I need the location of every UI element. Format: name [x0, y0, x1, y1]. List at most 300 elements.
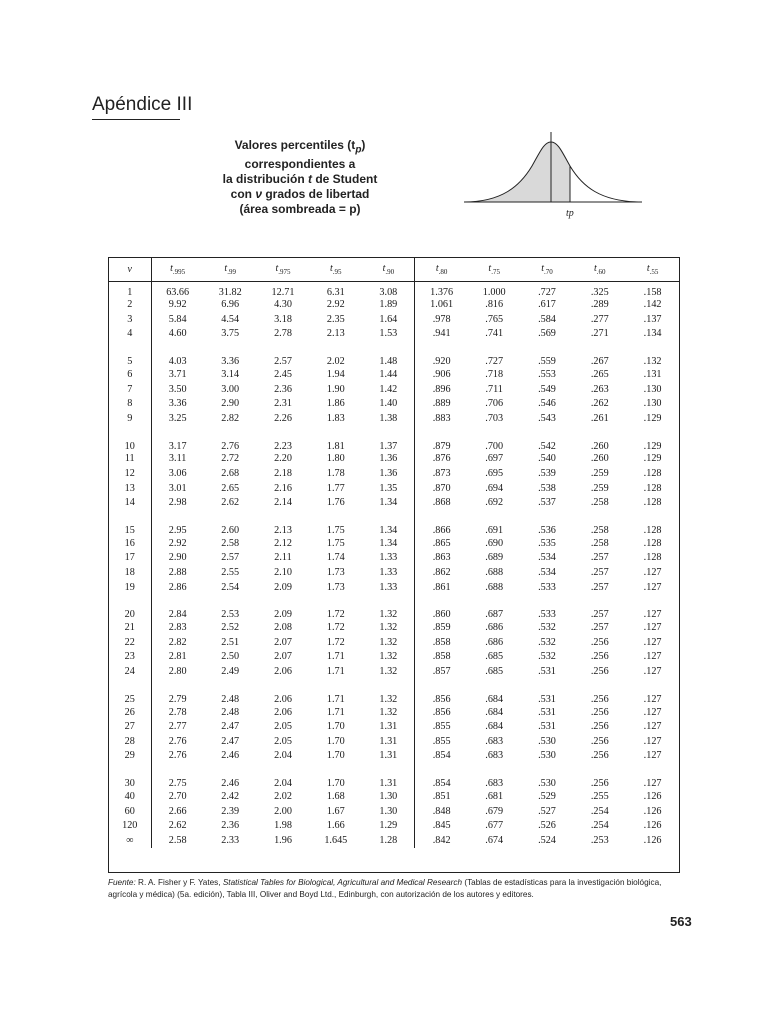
- table-cell: 1.33: [362, 551, 415, 566]
- table-cell: 1.32: [362, 650, 415, 665]
- table-cell: .257: [590, 552, 609, 564]
- table-cell: .711: [485, 383, 503, 395]
- table-row: [109, 804, 679, 819]
- row-degrees-of-freedom: 30: [124, 778, 135, 790]
- row-degrees-of-freedom: 4: [127, 328, 133, 340]
- row-degrees-of-freedom: 120: [122, 820, 138, 832]
- table-cell: .534: [538, 552, 556, 564]
- table-cell: .941: [432, 328, 451, 340]
- table-cell: .137: [643, 313, 662, 325]
- row-degrees-of-freedom: 17: [124, 552, 135, 564]
- column-header-4: $t_{.95}$: [309, 258, 362, 281]
- table-cell: 2.04: [274, 750, 292, 762]
- table-cell: 1.44: [362, 367, 415, 382]
- table-cell: 2.48: [221, 706, 240, 718]
- table-cell: .684: [485, 721, 504, 733]
- table-cell: .128: [643, 525, 662, 537]
- table-cell: .842: [432, 834, 451, 846]
- table-cell: 2.54: [221, 581, 240, 593]
- table-cell: 1.34: [362, 536, 415, 551]
- column-header-sub-6: .80: [438, 267, 448, 276]
- table-cell: 1.75: [326, 537, 345, 549]
- table-cell: 2.05: [274, 735, 292, 747]
- table-cell: .531: [538, 706, 556, 718]
- table-cell: .128: [643, 552, 662, 564]
- table-cell: .896: [432, 383, 451, 395]
- table-cell: 1.89: [362, 298, 415, 313]
- table-cell: 2.77: [151, 719, 204, 734]
- table-cell: 3.36: [221, 356, 240, 368]
- table-cell: .129: [643, 412, 662, 424]
- table-cell: 2.36: [221, 820, 240, 832]
- table-cell: .129: [643, 440, 662, 452]
- table-cell: .978: [432, 313, 451, 325]
- column-header-sub-7: .75: [491, 267, 500, 276]
- table-cell: 2.66: [151, 804, 204, 819]
- table-cell: .127: [643, 778, 662, 790]
- table-cell: 2.06: [274, 706, 292, 718]
- row-degrees-of-freedom: ∞: [126, 834, 134, 846]
- column-header-6: $t_{.80}$: [415, 258, 468, 281]
- table-cell: 1.77: [326, 482, 345, 494]
- table-cell: .863: [432, 552, 451, 564]
- table-cell: 1.42: [362, 382, 415, 397]
- footnote-rest: (Tablas de estadísticas para la investigación biológica, agrícola y médica) (5a. edición), Tabla III, Oliver and Boyd Ltd., Edinburgh, con autorización de los autores y editores.: [108, 878, 662, 899]
- table-cell: 2.36: [274, 383, 292, 395]
- table-cell: .540: [538, 453, 556, 465]
- table-cell: .256: [590, 721, 609, 733]
- table-cell: .690: [485, 537, 504, 549]
- table-cell: .256: [590, 735, 609, 747]
- row-degrees-of-freedom: 25: [124, 693, 135, 705]
- column-header-sub-3: .975: [278, 267, 291, 276]
- footnote-authors: R. A. Fisher y F. Yates,: [135, 878, 223, 887]
- t-table-frame: [108, 257, 680, 873]
- table-cell: .127: [643, 609, 662, 621]
- table-cell: .130: [643, 383, 662, 395]
- table-cell: 1.30: [362, 804, 415, 819]
- table-cell: .536: [538, 525, 556, 537]
- table-cell: 1.32: [362, 705, 415, 720]
- table-cell: .688: [485, 567, 504, 579]
- table-cell: .267: [590, 356, 609, 368]
- table-cell: .257: [590, 609, 609, 621]
- table-cell: 3.14: [221, 369, 240, 381]
- table-cell: 4.54: [221, 313, 240, 325]
- table-cell: 1.36: [362, 466, 415, 481]
- table-cell: 2.45: [274, 369, 292, 381]
- table-row: [109, 650, 679, 665]
- table-cell: .677: [485, 820, 504, 832]
- table-cell: 2.12: [274, 537, 292, 549]
- column-header-8: $t_{.70}$: [521, 258, 574, 281]
- table-cell: 1.71: [326, 706, 345, 718]
- caption-line-1-text: Valores percentiles (t: [234, 138, 356, 152]
- table-cell: .879: [432, 440, 451, 452]
- table-cell: .260: [590, 453, 609, 465]
- table-cell: .855: [432, 721, 451, 733]
- caption-line-1: [150, 138, 450, 157]
- row-degrees-of-freedom: 12: [124, 468, 135, 480]
- table-cell: .855: [432, 735, 451, 747]
- table-cell: 2.90: [221, 398, 240, 410]
- table-cell: 1.37: [362, 426, 415, 452]
- column-header-5: $t_{.90}$: [362, 258, 415, 281]
- table-cell: 1.33: [362, 565, 415, 580]
- table-cell: 1.94: [326, 369, 345, 381]
- table-cell: 2.95: [151, 510, 204, 536]
- caption-line-3: [150, 172, 450, 187]
- row-degrees-of-freedom: 2: [127, 299, 133, 311]
- table-cell: 1.71: [326, 665, 345, 677]
- table-cell: .862: [432, 567, 451, 579]
- table-cell: 1.32: [362, 635, 415, 650]
- table-cell: 2.58: [221, 537, 240, 549]
- table-cell: 2.76: [151, 749, 204, 764]
- table-cell: 2.86: [151, 580, 204, 595]
- table-cell: 1.72: [326, 622, 345, 634]
- table-row: [109, 833, 679, 848]
- table-row: [109, 466, 679, 481]
- table-cell: 2.68: [221, 468, 240, 480]
- table-cell: 3.06: [151, 466, 204, 481]
- row-degrees-of-freedom: 6: [127, 369, 133, 381]
- row-degrees-of-freedom: 22: [124, 636, 135, 648]
- row-degrees-of-freedom: 1: [127, 286, 133, 298]
- table-cell: .876: [432, 453, 451, 465]
- table-row: [109, 594, 679, 620]
- table-cell: 2.52: [221, 622, 240, 634]
- table-cell: 2.42: [221, 790, 240, 802]
- table-cell: .535: [538, 537, 556, 549]
- table-cell: 2.14: [274, 497, 292, 509]
- table-cell: .685: [485, 665, 504, 677]
- table-cell: .253: [590, 834, 609, 846]
- table-cell: 2.48: [221, 693, 240, 705]
- caption-line-3-italic: t: [308, 172, 312, 187]
- table-cell: 2.79: [151, 679, 204, 705]
- table-cell: 2.92: [151, 536, 204, 551]
- table-row: [109, 664, 679, 679]
- table-cell: .255: [590, 790, 609, 802]
- table-cell: 1.71: [326, 651, 345, 663]
- table-cell: 1.32: [362, 594, 415, 620]
- table-cell: 4.30: [274, 299, 292, 311]
- table-body: [109, 281, 679, 848]
- table-cell: .134: [643, 328, 662, 340]
- table-cell: .686: [485, 636, 504, 648]
- column-header-10: $t_{.55}$: [626, 258, 679, 281]
- table-row: [109, 327, 679, 342]
- page-number: 563: [670, 914, 692, 929]
- table-cell: .859: [432, 622, 451, 634]
- table-cell: 3.36: [151, 396, 204, 411]
- table-cell: .727: [485, 356, 504, 368]
- table-cell: 1.38: [362, 411, 415, 426]
- table-cell: .259: [590, 482, 609, 494]
- table-cell: .127: [643, 706, 662, 718]
- table-cell: 1.34: [362, 510, 415, 536]
- table-cell: 2.53: [221, 609, 240, 621]
- row-degrees-of-freedom: 26: [124, 706, 135, 718]
- table-cell: .256: [590, 651, 609, 663]
- table-cell: 3.71: [151, 367, 204, 382]
- table-cell: 1.72: [326, 609, 345, 621]
- table-cell: .858: [432, 636, 451, 648]
- table-header-row: [109, 258, 679, 281]
- table-cell: .127: [643, 750, 662, 762]
- row-degrees-of-freedom: 3: [127, 313, 133, 325]
- table-cell: 4.60: [151, 327, 204, 342]
- table-cell: .532: [538, 622, 556, 634]
- table-cell: 9.92: [151, 298, 204, 313]
- row-degrees-of-freedom: 10: [124, 440, 135, 452]
- table-cell: 2.20: [274, 453, 292, 465]
- table-cell: 1.32: [362, 620, 415, 635]
- table-cell: 1.31: [362, 749, 415, 764]
- caption-line-2: correspondientes a: [244, 157, 356, 172]
- table-cell: .851: [432, 790, 451, 802]
- table-cell: .257: [590, 581, 609, 593]
- table-cell: 1.80: [326, 453, 345, 465]
- table-cell: .906: [432, 369, 451, 381]
- table-row: [109, 734, 679, 749]
- table-cell: 2.07: [274, 636, 292, 648]
- table-cell: .256: [590, 778, 609, 790]
- table-cell: 2.57: [221, 552, 240, 564]
- table-cell: .257: [590, 567, 609, 579]
- table-cell: .258: [590, 537, 609, 549]
- table-cell: .127: [643, 735, 662, 747]
- table-cell: .697: [485, 453, 504, 465]
- table-row: [109, 818, 679, 833]
- table-cell: .584: [538, 313, 556, 325]
- row-degrees-of-freedom: 18: [124, 567, 135, 579]
- table-cell: .559: [538, 356, 556, 368]
- table-cell: 1.73: [326, 567, 345, 579]
- row-degrees-of-freedom: 40: [124, 790, 135, 802]
- table-cell: 2.92: [326, 299, 345, 311]
- table-cell: .265: [590, 369, 609, 381]
- table-cell: .683: [485, 750, 504, 762]
- table-cell: .530: [538, 778, 556, 790]
- table-cell: 2.75: [151, 763, 204, 789]
- table-cell: 2.70: [151, 789, 204, 804]
- table-cell: 2.47: [221, 721, 240, 733]
- table-cell: .128: [643, 537, 662, 549]
- table-cell: .257: [590, 622, 609, 634]
- table-cell: 1.67: [326, 805, 345, 817]
- table-cell: 2.26: [274, 412, 292, 424]
- heading-underline: [92, 119, 180, 120]
- table-cell: .254: [590, 805, 609, 817]
- table-cell: 2.78: [151, 705, 204, 720]
- table-cell: 2.04: [274, 778, 292, 790]
- row-degrees-of-freedom: 8: [127, 398, 133, 410]
- table-cell: 2.06: [274, 665, 292, 677]
- table-cell: 1.35: [362, 481, 415, 496]
- table-cell: .260: [590, 440, 609, 452]
- table-cell: .883: [432, 412, 451, 424]
- table-cell: 1.70: [326, 750, 345, 762]
- table-cell: .861: [432, 581, 451, 593]
- table-cell: 1.31: [362, 719, 415, 734]
- column-header-sub-8: .70: [543, 267, 553, 276]
- row-degrees-of-freedom: 14: [124, 497, 135, 509]
- table-row: [109, 298, 679, 313]
- table-cell: 1.28: [362, 833, 415, 848]
- table-cell: .289: [590, 299, 609, 311]
- table-cell: 2.02: [274, 790, 292, 802]
- table-cell: .920: [432, 356, 451, 368]
- table-cell: 2.76: [221, 440, 240, 452]
- row-degrees-of-freedom: 19: [124, 581, 135, 593]
- table-cell: .127: [643, 665, 662, 677]
- table-cell: 1.72: [326, 636, 345, 648]
- table-cell: 1.53: [362, 327, 415, 342]
- table-cell: .537: [538, 497, 556, 509]
- table-row: [109, 510, 679, 536]
- table-row: [109, 312, 679, 327]
- table-cell: 1.90: [326, 383, 345, 395]
- table-row: [109, 452, 679, 467]
- table-row: [109, 789, 679, 804]
- table-cell: 2.83: [151, 620, 204, 635]
- table-cell: .683: [485, 778, 504, 790]
- table-cell: .259: [590, 468, 609, 480]
- table-cell: .127: [643, 567, 662, 579]
- table-row: [109, 281, 679, 298]
- table-cell: .854: [432, 750, 451, 762]
- table-cell: .868: [432, 497, 451, 509]
- source-footnote: [108, 877, 688, 901]
- table-cell: .539: [538, 468, 556, 480]
- table-cell: .532: [538, 636, 556, 648]
- table-cell: 2.82: [221, 412, 240, 424]
- table-cell: 1.76: [326, 497, 345, 509]
- table-cell: .543: [538, 412, 556, 424]
- table-cell: 2.05: [274, 721, 292, 733]
- table-cell: .685: [485, 651, 504, 663]
- table-cell: 1.376: [430, 286, 454, 298]
- table-cell: .126: [643, 820, 662, 832]
- table-cell: 1.32: [362, 664, 415, 679]
- table-cell: .530: [538, 735, 556, 747]
- table-cell: 1.70: [326, 735, 345, 747]
- table-cell: 2.35: [326, 313, 345, 325]
- table-cell: .254: [590, 820, 609, 832]
- table-cell: .694: [485, 482, 504, 494]
- table-cell: .856: [432, 693, 451, 705]
- appendix-heading: Apéndice III: [92, 94, 193, 115]
- table-cell: 6.31: [326, 286, 345, 298]
- table-cell: .263: [590, 383, 609, 395]
- table-cell: 5.84: [151, 312, 204, 327]
- table-row: [109, 620, 679, 635]
- caption-line-5: (área sombreada = p): [239, 202, 361, 217]
- table-cell: .873: [432, 468, 451, 480]
- table-cell: 2.06: [274, 693, 292, 705]
- table-cell: .127: [643, 636, 662, 648]
- table-cell: 2.62: [221, 497, 240, 509]
- table-cell: .256: [590, 693, 609, 705]
- table-cell: .128: [643, 468, 662, 480]
- table-cell: 2.55: [221, 567, 240, 579]
- table-cell: 1.40: [362, 396, 415, 411]
- table-cell: .530: [538, 750, 556, 762]
- caption-line-3-pre: la distribución: [222, 172, 308, 187]
- table-cell: 2.10: [274, 567, 292, 579]
- table-cell: .718: [485, 369, 504, 381]
- table-row: [109, 719, 679, 734]
- table-cell: .158: [643, 286, 662, 298]
- row-degrees-of-freedom: 13: [124, 482, 135, 494]
- table-cell: .674: [485, 834, 504, 846]
- table-cell: .524: [538, 834, 556, 846]
- table-cell: 2.50: [221, 651, 240, 663]
- table-cell: .127: [643, 581, 662, 593]
- table-cell: 1.75: [326, 525, 345, 537]
- footnote-book-title: Statistical Tables for Biological, Agricultural and Medical Research: [222, 878, 463, 887]
- table-cell: 2.18: [274, 468, 292, 480]
- table-cell: .256: [590, 665, 609, 677]
- caption-line-1-end: ): [361, 138, 366, 152]
- table-row: [109, 426, 679, 452]
- shaded-area: [464, 142, 570, 202]
- table-caption: [150, 138, 450, 217]
- table-cell: 2.80: [151, 664, 204, 679]
- table-cell: .271: [590, 328, 609, 340]
- table-cell: .526: [538, 820, 556, 832]
- table-cell: .130: [643, 398, 662, 410]
- table-cell: .692: [485, 497, 504, 509]
- table-cell: 1.32: [362, 679, 415, 705]
- table-cell: 2.46: [221, 778, 240, 790]
- table-cell: 31.82: [218, 286, 242, 298]
- table-cell: .127: [643, 651, 662, 663]
- table-cell: .845: [432, 820, 451, 832]
- table-cell: 2.58: [151, 833, 204, 848]
- table-row: [109, 495, 679, 510]
- table-cell: .687: [485, 609, 504, 621]
- table-cell: .765: [485, 313, 504, 325]
- table-cell: 2.07: [274, 651, 292, 663]
- table-cell: .695: [485, 468, 504, 480]
- table-cell: 1.98: [274, 820, 292, 832]
- table-cell: 1.30: [362, 789, 415, 804]
- table-cell: 1.31: [362, 763, 415, 789]
- table-cell: .531: [538, 665, 556, 677]
- table-cell: 1.68: [326, 790, 345, 802]
- table-cell: 2.31: [274, 398, 292, 410]
- table-cell: .126: [643, 834, 662, 846]
- table-cell: 3.00: [221, 383, 240, 395]
- table-cell: .688: [485, 581, 504, 593]
- table-cell: 2.39: [221, 805, 240, 817]
- percentile-label: tp: [566, 208, 574, 219]
- table-cell: 1.36: [362, 452, 415, 467]
- column-header-sub-10: .55: [649, 267, 659, 276]
- column-header-7: $t_{.75}$: [468, 258, 521, 281]
- table-cell: .706: [485, 398, 504, 410]
- table-cell: .700: [485, 440, 504, 452]
- table-cell: .858: [432, 651, 451, 663]
- row-degrees-of-freedom: 28: [124, 735, 135, 747]
- table-row: [109, 580, 679, 595]
- column-header-0: ν: [109, 258, 151, 281]
- row-degrees-of-freedom: 7: [127, 383, 133, 395]
- table-cell: 1.31: [362, 734, 415, 749]
